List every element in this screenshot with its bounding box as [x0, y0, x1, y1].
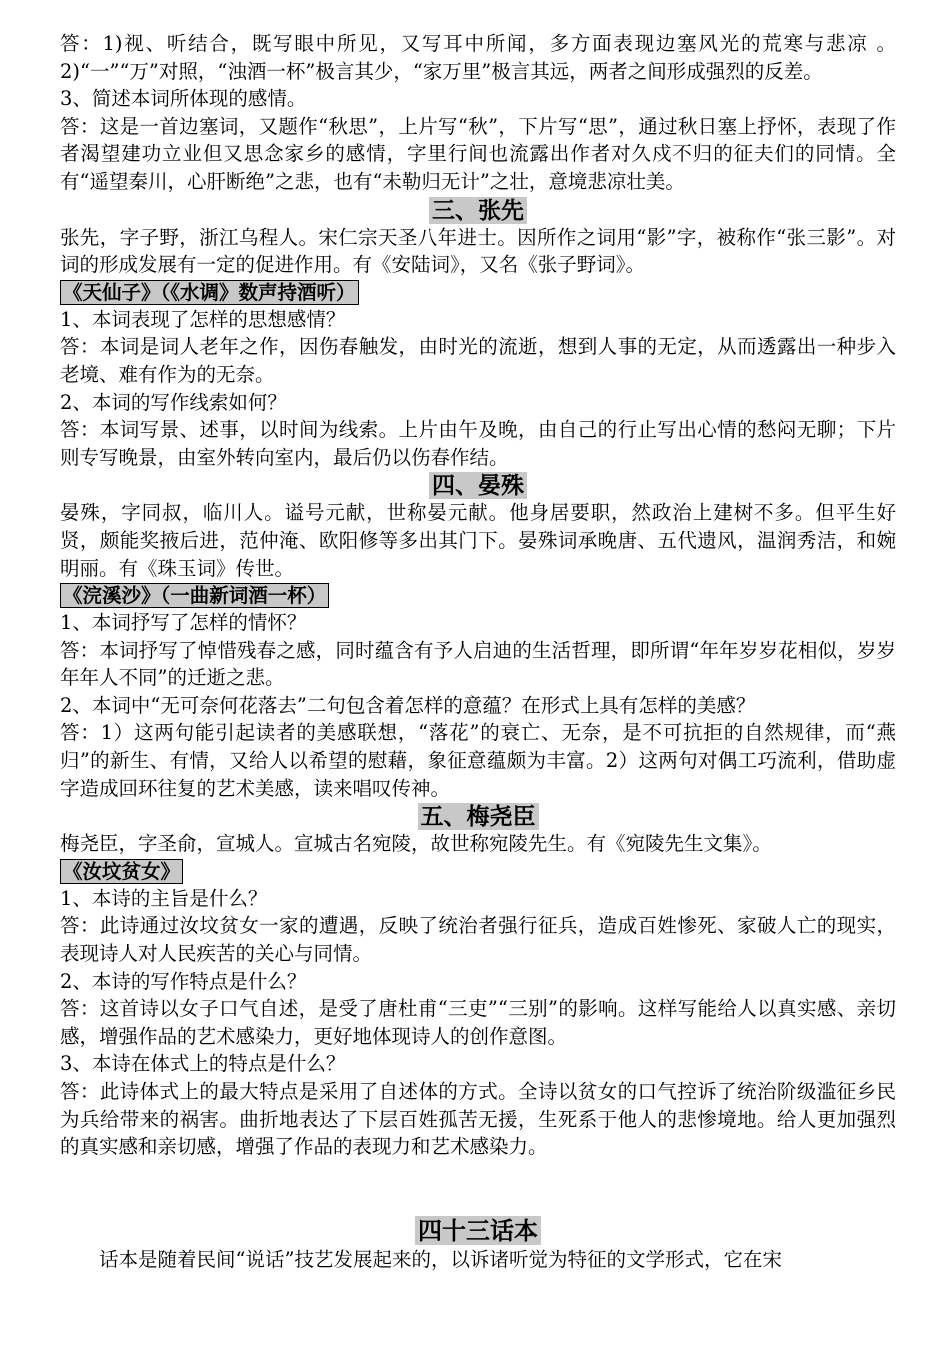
section-heading-text: 四十三话本 [415, 1216, 541, 1245]
work-title [60, 583, 896, 608]
paragraph: 答：本词是词人老年之作，因伤春触发，由时光的流逝，想到人事的无定，从而透露出一种步入老境、难有作为的无奈。 [60, 335, 896, 386]
paragraph: 答：本词写景、述事，以时间为线索。上片由午及晚，由自己的行止写出心情的愁闷无聊；下片则专写晚景，由室外转向室内，最后仍以伤春作结。 [60, 418, 896, 469]
work-title-text: 《浣溪沙》（一曲新词酒一杯） [60, 583, 329, 608]
section-heading [60, 472, 896, 499]
work-title-text: 《天仙子》（《水调》数声持酒听） [60, 280, 359, 305]
paragraph: 答：本词抒写了悼惜残春之感，同时蕴含有予人启迪的生活哲理，即所谓“年年岁岁花相似，岁岁年年人不同”的迁逝之悲。 [60, 638, 896, 690]
work-title-text: 《汝坟贫女》 [60, 859, 183, 884]
paragraph: 答：这首诗以女子口气自述，是受了唐杜甫“三吏”“三别”的影响。这样写能给人以真实感、亲切感，增强作品的艺术感染力，更好地体现诗人的创作意图。 [60, 997, 896, 1048]
paragraph: 3、本诗在体式上的特点是什么？ [60, 1052, 346, 1076]
section-heading-text: 五、梅尧臣 [418, 803, 539, 830]
paragraph: 梅尧臣，字圣俞，宣城人。宣城古名宛陵，故世称宛陵先生。有《宛陵先生文集》。 [60, 832, 772, 856]
paragraph: 3、简述本词所体现的感情。 [60, 87, 307, 111]
section-heading-text: 三、张先 [429, 197, 527, 224]
section-heading [60, 1216, 896, 1246]
paragraph: 1、本词表现了怎样的思想感情？ [60, 307, 346, 331]
document-page [60, 30, 896, 1273]
paragraph: 答：1)视、听结合，既写眼中所见，又写耳中所闻，多方面表现边塞风光的荒寒与悲凉 。2)“一”“万”对照，“浊酒一杯”极言其少，“家万里”极言其远，两者之间形成强烈的反差。 [60, 32, 896, 83]
paragraph: 2、本词的写作线索如何？ [60, 390, 287, 414]
paragraph: 答：1）这两句能引起读者的美感联想，“落花”的衰亡、无奈，是不可抗拒的自然规律，而“燕归”的新生、有情，又给人以希望的慰藉，象征意蕴颇为丰富。2）这两句对偶工巧流利，借助虚字造成回环往复的艺术美感，读来唱叹传神。 [60, 721, 896, 800]
paragraph: 1、本词抒写了怎样的情怀？ [60, 611, 307, 635]
paragraph: 话本是随着民间“说话”技艺发展起来的，以诉诸听觉为特征的文学形式，它在宋 [99, 1247, 782, 1271]
paragraph: 答：这是一首边塞词，又题作“秋思”，上片写“秋”，下片写“思”，通过秋日塞上抒怀，表现了作者渴望建功立业但又思念家乡的感情，字里行间也流露出作者对久戍不归的征夫们的同情。全有“遥望秦川，心肝断绝”之悲，也有“未勒归无计”之壮，意境悲凉壮美。 [60, 114, 896, 193]
paragraph: 答：此诗体式上的最大特点是采用了自述体的方式。全诗以贫女的口气控诉了统治阶级滥征乡民为兵给带来的祸害。曲折地表达了下层百姓孤苦无援，生死系于他人的悲惨境地。给人更加强烈的真实感和亲切感，增强了作品的表现力和艺术感染力。 [60, 1080, 896, 1159]
work-title [60, 280, 896, 305]
paragraph: 2、本词中“无可奈何花落去”二句包含着怎样的意蕴？在形式上具有怎样的美感？ [60, 693, 756, 717]
work-title [60, 859, 896, 884]
section-heading-text: 四、晏殊 [429, 472, 527, 499]
paragraph: 1、本诗的主旨是什么？ [60, 886, 268, 910]
paragraph: 晏殊，字同叔，临川人。谥号元献，世称晏元献。他身居要职，然政治上建树不多。但平生好贤，颇能奖掖后进，范仲淹、欧阳修等多出其门下。晏殊词承晚唐、五代遗风，温润秀洁，和婉明丽。有《珠玉词》传世。 [60, 501, 896, 580]
paragraph: 张先，字子野，浙江乌程人。宋仁宗天圣八年进士。因所作之词用“影”字，被称作“张三影”。对词的形成发展有一定的促进作用。有《安陆词》，又名《张子野词》。 [60, 225, 896, 277]
blank-space [60, 1161, 896, 1215]
section-heading [60, 197, 896, 224]
section-heading [60, 803, 896, 830]
paragraph: 答：此诗通过汝坟贫女一家的遭遇，反映了统治者强行征兵，造成百姓惨死、家破人亡的现实，表现诗人对人民疾苦的关心与同情。 [60, 914, 896, 966]
paragraph: 2、本诗的写作特点是什么？ [60, 969, 307, 993]
